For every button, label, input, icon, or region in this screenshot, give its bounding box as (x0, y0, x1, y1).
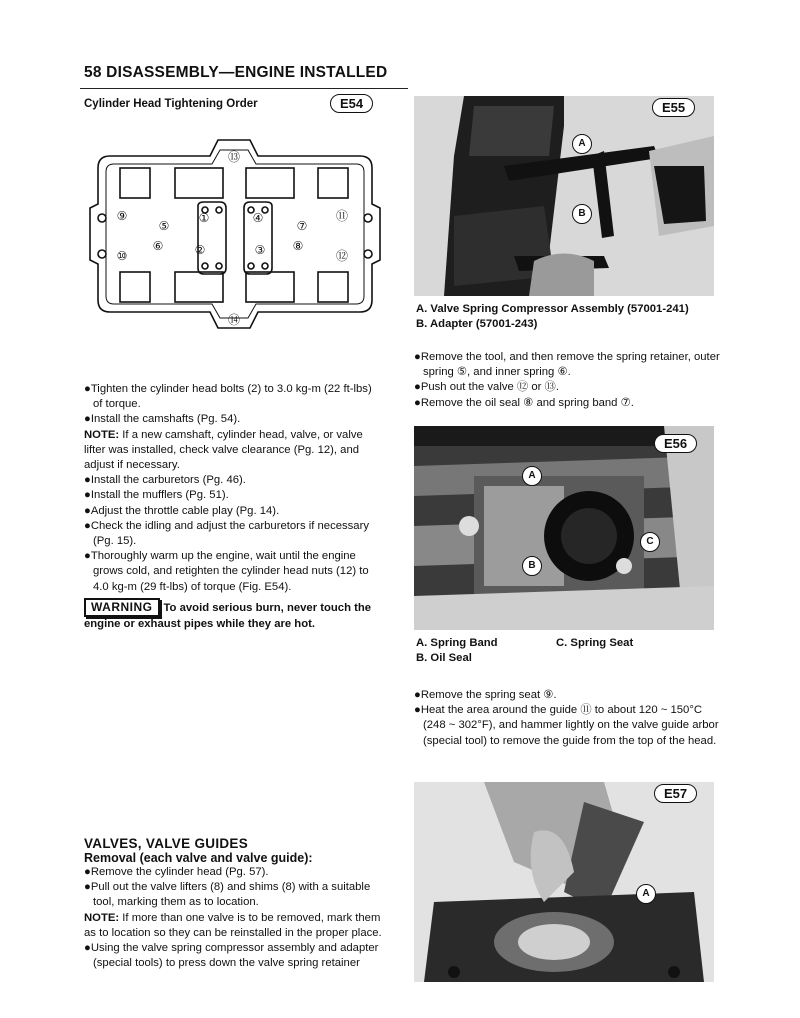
note-label: NOTE: (84, 911, 120, 924)
bolt-number-7: ⑦ (296, 219, 308, 233)
bolt-number-5: ⑤ (158, 219, 170, 233)
list-item: ●Pull out the valve lifters (8) and shims (8) with a suitable tool, marking them as to location. (84, 881, 371, 909)
list-item: ●Thoroughly warm up the engine, wait until the engine grows cold, and retighten the cylinder head nuts (12) to 4.0 kg-m (29 ft-lbs) of torque (Fig. E54). (84, 550, 369, 593)
photo-e57 (414, 782, 714, 982)
figure-tag-e54: E54 (330, 94, 373, 113)
photo-e55 (414, 96, 714, 296)
bolt-number-2: ② (194, 243, 206, 257)
list-item: ●Remove the tool, and then remove the spring retainer, outer spring ⑤, and inner spring ⑥. (414, 351, 720, 379)
warning-label: WARNING (84, 598, 160, 617)
diagram-caption: Cylinder Head Tightening Order (84, 98, 258, 110)
note-paragraph (84, 911, 384, 941)
right-text-2 (414, 688, 722, 749)
heading-rule (80, 88, 408, 89)
caption-line: A. Valve Spring Compressor Assembly (57001-241) (416, 303, 689, 315)
caption-e55 (416, 302, 716, 332)
left-column-text (84, 382, 384, 632)
callout-a: A (522, 466, 542, 486)
note-text: If more than one valve is to be removed, mark them as to location so they can be reinstalled in the proper place. (84, 911, 382, 939)
warning-text: To avoid serious burn, never touch the engine or exhaust pipes while they are hot. (84, 601, 372, 631)
list-item: ●Install the carburetors (Pg. 46). (84, 474, 246, 487)
photo-e56 (414, 426, 714, 630)
page-number: 58 (84, 64, 102, 81)
right-text-1 (414, 350, 722, 411)
section-subtitle: Removal (each valve and valve guide): (84, 851, 313, 865)
valves-section (84, 836, 384, 971)
bolt-number-9: ⑨ (116, 209, 128, 223)
photo-e57-illustration (414, 782, 714, 982)
list-item: ●Tighten the cylinder head bolts (2) to 3.0 kg-m (22 ft-lbs) of torque. (84, 383, 372, 411)
page-heading (84, 64, 387, 82)
section-title: VALVES, VALVE GUIDES (84, 836, 249, 851)
callout-a: A (636, 884, 656, 904)
photo-e56-illustration (414, 426, 714, 630)
note-label: NOTE: (84, 428, 120, 441)
list-item: ●Push out the valve ⑫ or ⑬. (414, 381, 559, 394)
page-title: DISASSEMBLY—ENGINE INSTALLED (106, 64, 388, 81)
figure-tag-e55: E55 (652, 98, 695, 117)
warning-paragraph (84, 598, 384, 632)
list-item: ●Heat the area around the guide ⑪ to about 120 ~ 150°C (248 ~ 302°F), and hammer lightly on the valve guide arbor (special tool) to remove the guide from the top of the head. (414, 704, 719, 747)
callout-b: B (572, 204, 592, 224)
caption-line-1 (416, 636, 716, 651)
list-item: ●Install the camshafts (Pg. 54). (84, 413, 241, 426)
list-item: ●Remove the oil seal ⑧ and spring band ⑦. (414, 396, 634, 409)
caption-b: B. Oil Seal (416, 652, 472, 664)
list-item: ●Using the valve spring compressor assembly and adapter (special tools) to press down the valve spring retainer (84, 942, 379, 970)
caption-a: A. Spring Band (416, 637, 498, 649)
bolt-number-6: ⑥ (152, 239, 164, 253)
callout-b: B (522, 556, 542, 576)
list-item: ●Remove the spring seat ⑨. (414, 689, 557, 701)
bolt-number-4: ④ (252, 211, 264, 225)
note-text: If a new camshaft, cylinder head, valve, or valve lifter was installed, check valve clearance (Pg. 12), and adjust if necessary. (84, 428, 363, 472)
bolt-number-13: ⑬ (227, 150, 241, 164)
bolt-number-14: ⑭ (227, 313, 241, 327)
callout-c: C (640, 532, 660, 552)
list-item: ●Remove the cylinder head (Pg. 57). (84, 866, 269, 878)
bolt-number-12: ⑫ (335, 249, 349, 263)
figure-tag-e57: E57 (654, 784, 697, 803)
bolt-number-11: ⑪ (335, 209, 349, 223)
list-item: ●Adjust the throttle cable play (Pg. 14). (84, 504, 280, 517)
callout-a: A (572, 134, 592, 154)
caption-c: C. Spring Seat (556, 637, 634, 649)
bolt-number-3: ③ (254, 243, 266, 257)
list-item: ●Install the mufflers (Pg. 51). (84, 489, 229, 502)
figure-tag-e56: E56 (654, 434, 697, 453)
cylinder-head-diagram (80, 128, 390, 340)
photo-e55-illustration (414, 96, 714, 296)
caption-line: B. Adapter (57001-243) (416, 318, 538, 330)
caption-e56 (416, 636, 716, 666)
note-paragraph (84, 428, 384, 474)
bolt-number-10: ⑩ (116, 249, 128, 263)
bolt-number-1: ① (198, 211, 210, 225)
list-item: ●Check the idling and adjust the carburetors if necessary (Pg. 15). (84, 519, 370, 548)
bolt-number-8: ⑧ (292, 239, 304, 253)
